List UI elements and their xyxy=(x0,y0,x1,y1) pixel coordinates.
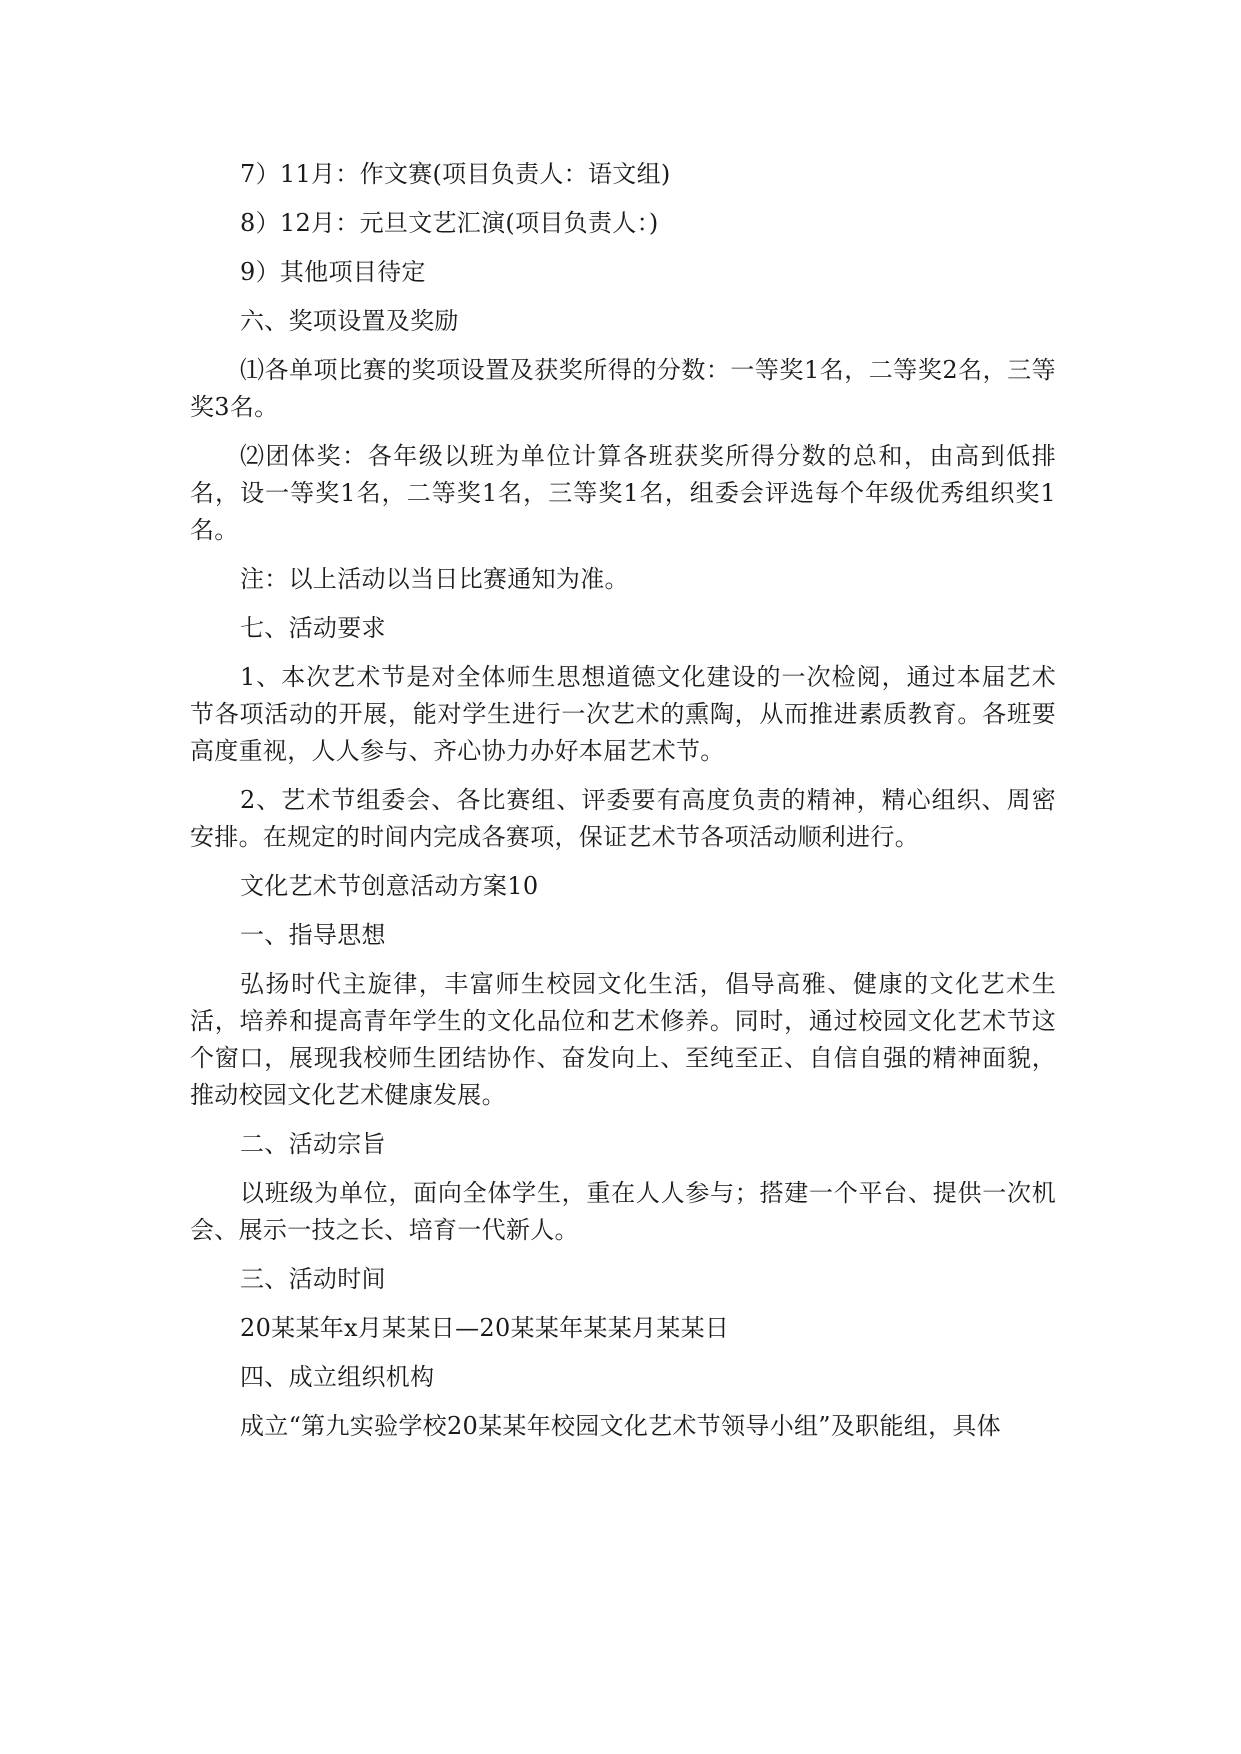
paragraph-time: 20某某年x月某某日—20某某年某某月某某日 xyxy=(240,1314,730,1342)
paragraph-purpose: 以班级为单位，面向全体学生，重在人人参与；搭建一个平台、提供一次机会、展示一技之长、培育一代新人。 xyxy=(190,1179,1056,1244)
document-subtitle-plan-10: 文化艺术节创意活动方案10 xyxy=(240,872,539,900)
paragraph-requirement-1: 1、本次艺术节是对全体师生思想道德文化建设的一次检阅，通过本届艺术节各项活动的开展，能对学生进行一次艺术的熏陶，从而推进素质教育。各班要高度重视，人人参与、齐心协力办好本届艺术节。 xyxy=(190,663,1056,765)
section-heading-requirements: 七、活动要求 xyxy=(240,614,386,642)
section-heading-purpose: 二、活动宗旨 xyxy=(240,1130,386,1158)
paragraph-item-8-gala: 8）12月：元旦文艺汇演(项目负责人：) xyxy=(240,209,659,237)
section-heading-guiding-thought: 一、指导思想 xyxy=(240,921,386,949)
paragraph-team-awards: ⑵团体奖：各年级以班为单位计算各班获奖所得分数的总和，由高到低排名，设一等奖1名，二等奖1名，三等奖1名，组委会评选每个年级优秀组织奖1名。 xyxy=(190,442,1056,544)
paragraph-guiding-thought: 弘扬时代主旋律，丰富师生校园文化生活，倡导高雅、健康的文化艺术生活，培养和提高青年学生的文化品位和艺术修养。同时，通过校园文化艺术节这个窗口，展现我校师生团结协作、奋发向上、至纯至正、自信自强的精神面貌，推动校园文化艺术健康发展。 xyxy=(190,970,1056,1109)
paragraph-requirement-2: 2、艺术节组委会、各比赛组、评委要有高度负责的精神，精心组织、周密安排。在规定的时间内完成各赛项，保证艺术节各项活动顺利进行。 xyxy=(190,786,1056,851)
paragraph-organization: 成立“第九实验学校20某某年校园文化艺术节领导小组”及职能组，具体 xyxy=(240,1412,1001,1440)
paragraph-item-9-other: 9）其他项目待定 xyxy=(240,258,426,286)
document-body xyxy=(190,156,1056,1457)
paragraph-note: 注：以上活动以当日比赛通知为准。 xyxy=(240,565,629,593)
paragraph-individual-awards: ⑴各单项比赛的奖项设置及获奖所得的分数：一等奖1名，二等奖2名，三等奖3名。 xyxy=(190,356,1056,421)
section-heading-time: 三、活动时间 xyxy=(240,1265,386,1293)
section-heading-organization: 四、成立组织机构 xyxy=(240,1363,435,1391)
section-heading-awards: 六、奖项设置及奖励 xyxy=(240,307,459,335)
paragraph-item-7-essay: 7）11月：作文赛(项目负责人：语文组) xyxy=(240,160,671,188)
